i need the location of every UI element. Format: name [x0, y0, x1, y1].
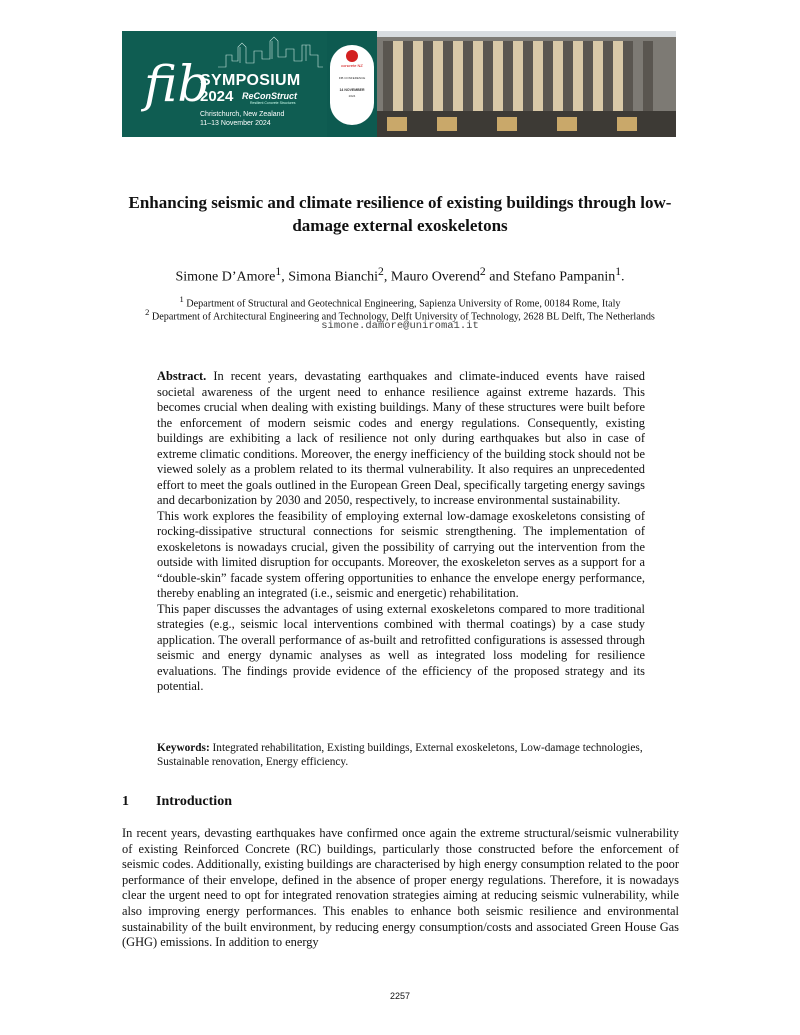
title-line-1: Enhancing seismic and climate resilience of existing buildings through low- [128, 193, 672, 212]
symposium-dates: 11–13 November 2024 [200, 120, 271, 127]
abstract [157, 369, 645, 695]
conference-banner [122, 31, 676, 137]
author-affil-mark: 2 [378, 265, 384, 278]
section-title: Introduction [156, 794, 232, 809]
paper-title [100, 191, 700, 237]
author-separator: . [621, 269, 625, 285]
abstract-paragraph-3: This paper discusses the advantages of using external exoskeletons compared to more traditional strategies (e.g., seismic local interventions combined with thermal coatings) by a case study application. The overall performance of as-built and retrofitted configurations is assessed through seismic and energy dynamic analyses as well as integrated loss modeling for resilience evaluations. The findings provide evidence of the efficiency of the proposed strategy and its potential. [157, 601, 645, 693]
keywords [157, 741, 645, 769]
symposium-brand: ReConStruct [242, 91, 298, 101]
author-list [100, 263, 700, 287]
author-affil-mark: 1 [275, 265, 282, 278]
author-separator: , [383, 269, 391, 285]
fib-logo: fib [144, 55, 210, 113]
section-number: 1 [122, 794, 129, 809]
badge-year: 2024 [348, 94, 356, 98]
city-skyline-icon [218, 33, 323, 69]
page-number: 2257 [389, 991, 411, 1001]
corresponding-email[interactable]: simone.damore@uniroma1.it [321, 320, 479, 332]
author-affil-mark: 1 [615, 265, 622, 278]
affiliation-text: Department of Structural and Geotechnical Engineering, Sapienza University of Rome, 00184 Rome, Italy [186, 298, 621, 310]
building-facade-image [377, 31, 676, 137]
symposium-label: SYMPOSIUM [200, 72, 301, 89]
concrete-nz-badge [330, 45, 374, 125]
affiliation-mark: 1 [179, 294, 184, 304]
abstract-paragraph-2: This work explores the feasibility of employing external low-damage exoskeletons consisting of rocking-dissipative structural connections for seismic strengthening. The implementation of exoskeletons is nowadays crucial, given the possibility of carrying out the intervention from the outside with limited disruption for occupants. Moreover, the exoskeleton serves as a support for a “double-skin” facade system offering opportunities to enhance the envelope energy performance, thereby enabling an integrated (i.e., seismic and energetic) rehabilitation. [157, 508, 645, 600]
title-line-2: damage external exoskeletons [292, 216, 508, 235]
author-name: Stefano Pampanin [512, 269, 616, 285]
author-affil-mark: 2 [479, 265, 486, 278]
section-heading-introduction [122, 793, 232, 811]
author-separator: , [281, 269, 289, 285]
author-name: Simona Bianchi [288, 269, 379, 285]
badge-name: concrete NZ [341, 63, 363, 68]
symposium-subtitle: Resilient Concrete Structures [250, 101, 296, 105]
keywords-text: Integrated rehabilitation, Existing buildings, External exoskeletons, Low-damage technologies, Sustainable renovation, Energy efficiency. [157, 742, 643, 768]
keywords-label: Keywords: [157, 742, 210, 754]
introduction-paragraph: In recent years, devasting earthquakes have confirmed once again the extreme structural/seismic vulnerability of existing Reinforced Concrete (RC) buildings, particularly those constructed before the enforcement of seismic codes. Additionally, existing buildings are characterised by high energy consumption related to the poor performance of their envelope, defined in the absence of proper energy regulations. Therefore, it is nowadays clear the urgent need to opt for integrated renovation strategies aiming at reducing seismic vulnerability, while also improving energy performances. This enables to enhance both seismic resilience and environmental sustainability of the built environment, by reducing energy consumption/costs and associated Green House Gas (GHG) emissions. In addition to energy [122, 826, 679, 950]
author-name: Mauro Overend [390, 269, 480, 285]
symposium-city: Christchurch, New Zealand [200, 111, 285, 118]
badge-caption: FIB CONFERENCE [338, 76, 366, 80]
banner-brand-panel [122, 31, 327, 137]
badge-date: 14 NOVEMBER [339, 88, 365, 92]
abstract-paragraph-1 [157, 369, 645, 509]
abstract-text-1: In recent years, devastating earthquakes and climate-induced events have raised societal awareness of the urgent need to enhance resilience against extreme hazards. This becomes crucial when dealing with existing buildings. Many of these structures were built before the enforcement of modern seismic codes and energy regulations. Consequently, existing buildings are exhibiting a lack of resilience not only during earthquakes but also in case of extreme climatic conditions. Moreover, the energy inefficiency of the building stock should not be viewed solely as a problem related to its thermal vulnerability. It also requires an unprecedented effort to meet the goals outlined in the European Green Deal, specifically targeting energy savings and decarbonization by 2030 and 2050, respectively, to increase environmental sustainability. [157, 369, 645, 507]
affiliation-text: Department of Architectural Engineering and Technology, Delft University of Technology, 2628 BL Delft, The Netherlands [151, 311, 655, 323]
affiliation-mark: 2 [145, 307, 150, 317]
abstract-label: Abstract. [157, 369, 207, 383]
author-separator: and [485, 269, 513, 285]
author-name: Simone D’Amore [175, 269, 276, 285]
symposium-year: 2024 [200, 88, 234, 105]
concrete-nz-logo-icon [346, 50, 358, 62]
